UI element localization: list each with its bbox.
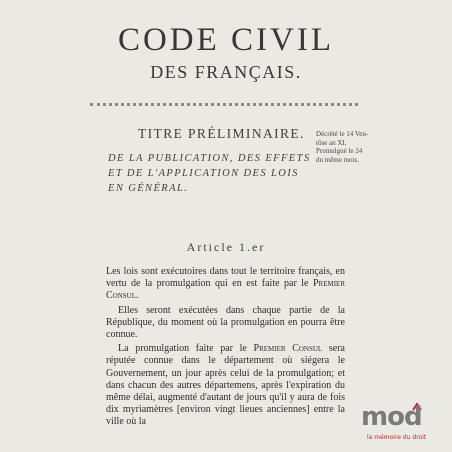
logo-word: mod xyxy=(361,402,422,432)
dotted-divider xyxy=(90,103,358,106)
margin-note-line: Promulgué le 24 xyxy=(316,147,363,155)
paragraph-smallcaps: Premier Consul xyxy=(253,343,323,355)
paragraph-text: La promulgation faite par le xyxy=(118,343,254,355)
logo-tagline: la mémoire du droit xyxy=(367,434,427,441)
paragraph xyxy=(106,266,345,303)
margin-note-line: tôse an XI. xyxy=(316,138,347,147)
paragraph-text: . xyxy=(136,290,139,302)
article-body xyxy=(106,266,345,431)
section-heading: TITRE PRÉLIMINAIRE. xyxy=(138,126,305,141)
page-title: CODE CIVIL xyxy=(117,22,335,58)
margin-note-line: du même mois. xyxy=(316,155,359,164)
paragraph xyxy=(106,343,345,428)
margin-note xyxy=(316,130,380,164)
article-heading: Article 1.er xyxy=(186,240,266,254)
paragraph-smallcaps: Premier Consul xyxy=(106,278,345,302)
margin-note-line: Décrété le 14 Ven- xyxy=(316,130,369,138)
paragraph-text: sera réputée connue dans le département où siégera le Gouvernement, un jour après celui de la promulgation; et dans chacun des autres départemens, après l'expiration du même délai, augmenté d'autant de jours qu'il y aura de fois dix myriamètres [environ vingt lieues anciennes] entre la ville où la xyxy=(106,343,345,428)
paragraph-text: Elles seront exécutées dans chaque partie de la République, du moment où la promulgation en pourra être connue. xyxy=(106,304,345,341)
mod-logo xyxy=(355,400,445,448)
paragraph xyxy=(106,305,345,342)
section-subtitle: DE LA PUBLICATION, DES EFFETS ET DE L'APPLICATION DES LOIS EN GÉNÉRAL. xyxy=(108,153,311,194)
paragraph-text: Les lois sont exécutoires dans tout le territoire français, en vertu de la promulgation qui en est faite par le xyxy=(106,266,345,290)
page-subtitle: DES FRANÇAIS. xyxy=(150,62,302,82)
